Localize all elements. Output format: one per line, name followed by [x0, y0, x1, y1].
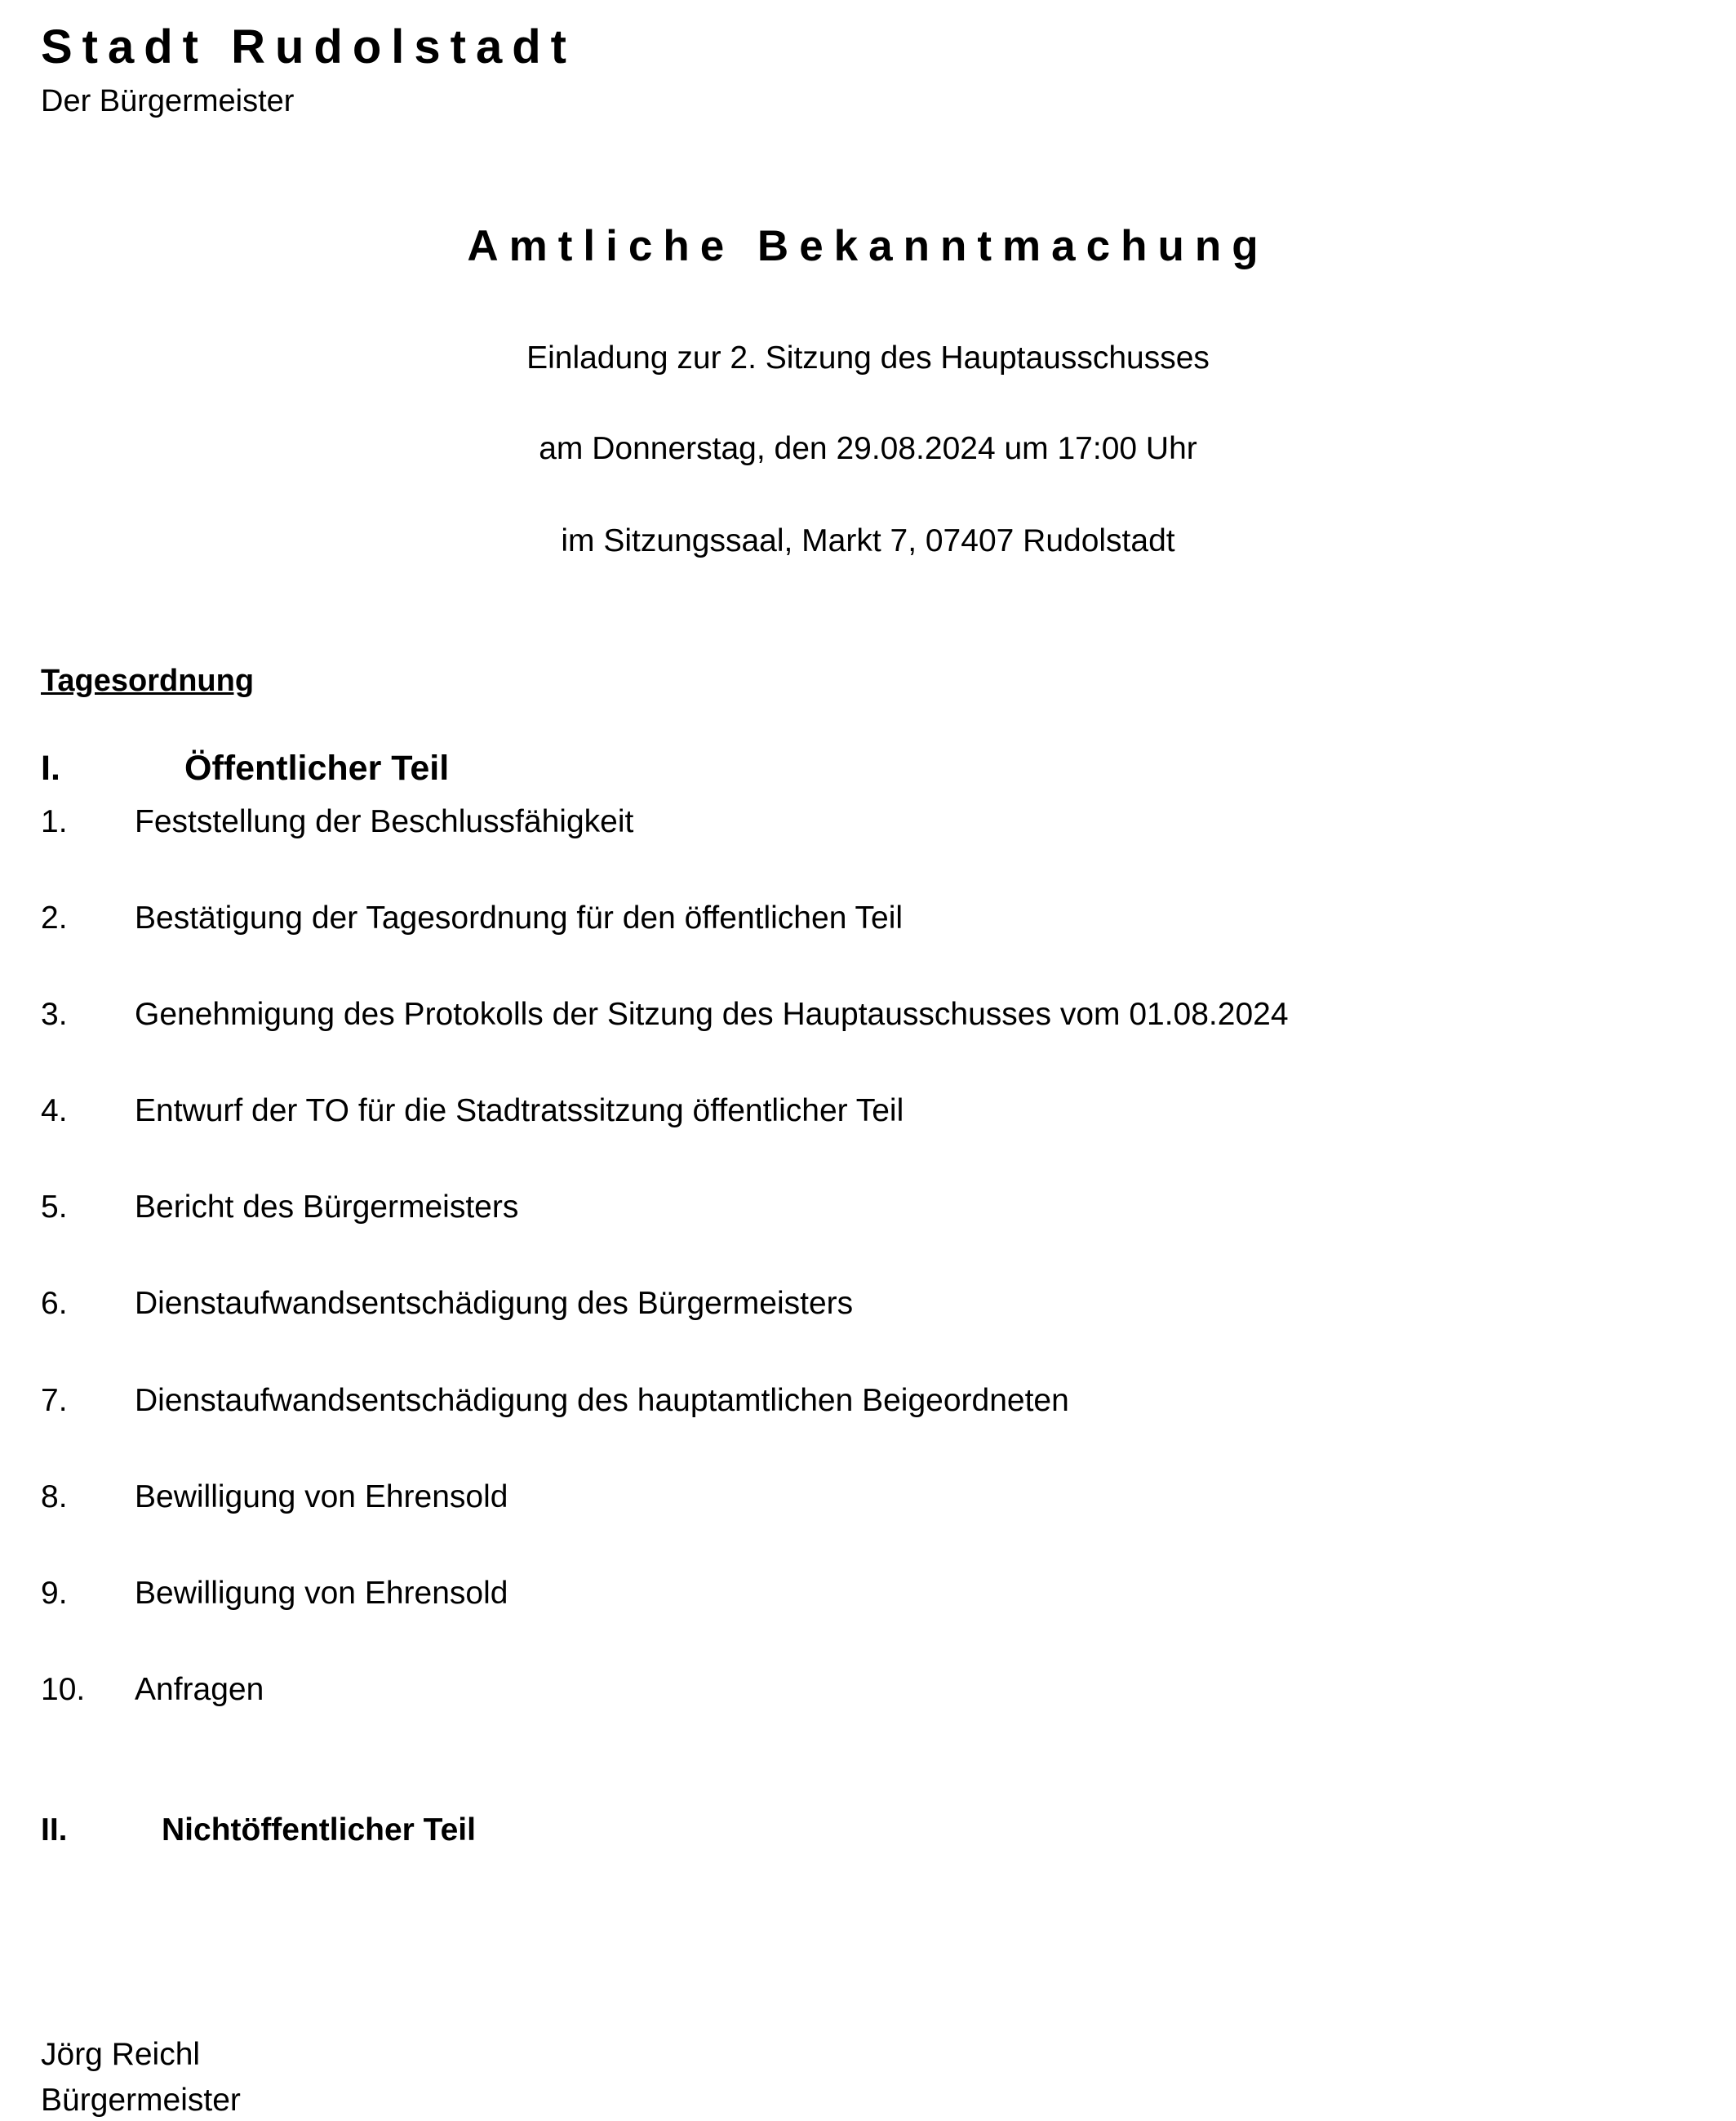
agenda-item-number: 6.: [41, 1286, 68, 1322]
section-title: Nichtöffentlicher Teil: [162, 1812, 476, 1848]
agenda-item-text: Feststellung der Beschlussfähigkeit: [135, 804, 634, 839]
agenda-item-number: 5.: [41, 1189, 68, 1225]
agenda-item-text: Bewilligung von Ehrensold: [135, 1575, 508, 1611]
agenda-item-number: 7.: [41, 1382, 68, 1418]
agenda-item: [41, 1381, 1714, 1477]
agenda-item-number: 9.: [41, 1575, 68, 1611]
signer-role: Bürgermeister: [41, 2083, 241, 2118]
section-number: II.: [41, 1812, 68, 1848]
agenda-item-number: 8.: [41, 1478, 68, 1514]
section-number: I.: [41, 749, 60, 788]
agenda-item-text: Genehmigung des Protokolls der Sitzung des Hauptausschusses vom 01.08.2024: [135, 997, 1289, 1033]
agenda-item-text: Dienstaufwandsentschädigung des hauptamtlichen Beigeordneten: [135, 1382, 1069, 1418]
agenda-item-number: 3.: [41, 997, 68, 1033]
agenda-item-text: Dienstaufwandsentschädigung des Bürgermeisters: [135, 1286, 854, 1322]
agenda-item: [41, 1091, 1714, 1187]
agenda-item: [41, 1283, 1714, 1380]
agenda-item: [41, 1187, 1714, 1283]
agenda-item: [41, 1477, 1714, 1573]
document-title: Amtliche Bekanntmachung: [467, 222, 1269, 270]
location-line: im Sitzungssaal, Markt 7, 07407 Rudolstadt: [561, 523, 1175, 558]
invitation-line: Einladung zur 2. Sitzung des Hauptausschusses: [526, 340, 1210, 376]
org-name: Stadt Rudolstadt: [41, 20, 576, 73]
agenda-item-text: Anfragen: [135, 1671, 264, 1707]
agenda-item-number: 1.: [41, 804, 68, 839]
agenda-item-number: 4.: [41, 1093, 68, 1129]
agenda-item: [41, 1573, 1714, 1670]
agenda-item-number: 10.: [41, 1671, 86, 1707]
date-line: am Donnerstag, den 29.08.2024 um 17:00 Uhr: [539, 431, 1197, 466]
org-subtitle: Der Bürgermeister: [41, 84, 295, 118]
agenda-item: [41, 1670, 1714, 1766]
agenda-item-number: 2.: [41, 900, 68, 936]
agenda-item: [41, 994, 1714, 1091]
agenda-heading: Tagesordnung: [41, 664, 255, 698]
section-title: Öffentlicher Teil: [184, 749, 450, 788]
agenda-item: [41, 898, 1714, 994]
agenda-item: [41, 802, 1714, 898]
agenda-item-text: Bestätigung der Tagesordnung für den öffentlichen Teil: [135, 900, 904, 936]
agenda-list: [41, 802, 1714, 1766]
signer-name: Jörg Reichl: [41, 2037, 201, 2072]
agenda-item-text: Bewilligung von Ehrensold: [135, 1478, 508, 1514]
agenda-item-text: Entwurf der TO für die Stadtratssitzung öffentlicher Teil: [135, 1093, 904, 1129]
agenda-item-text: Bericht des Bürgermeisters: [135, 1189, 519, 1225]
